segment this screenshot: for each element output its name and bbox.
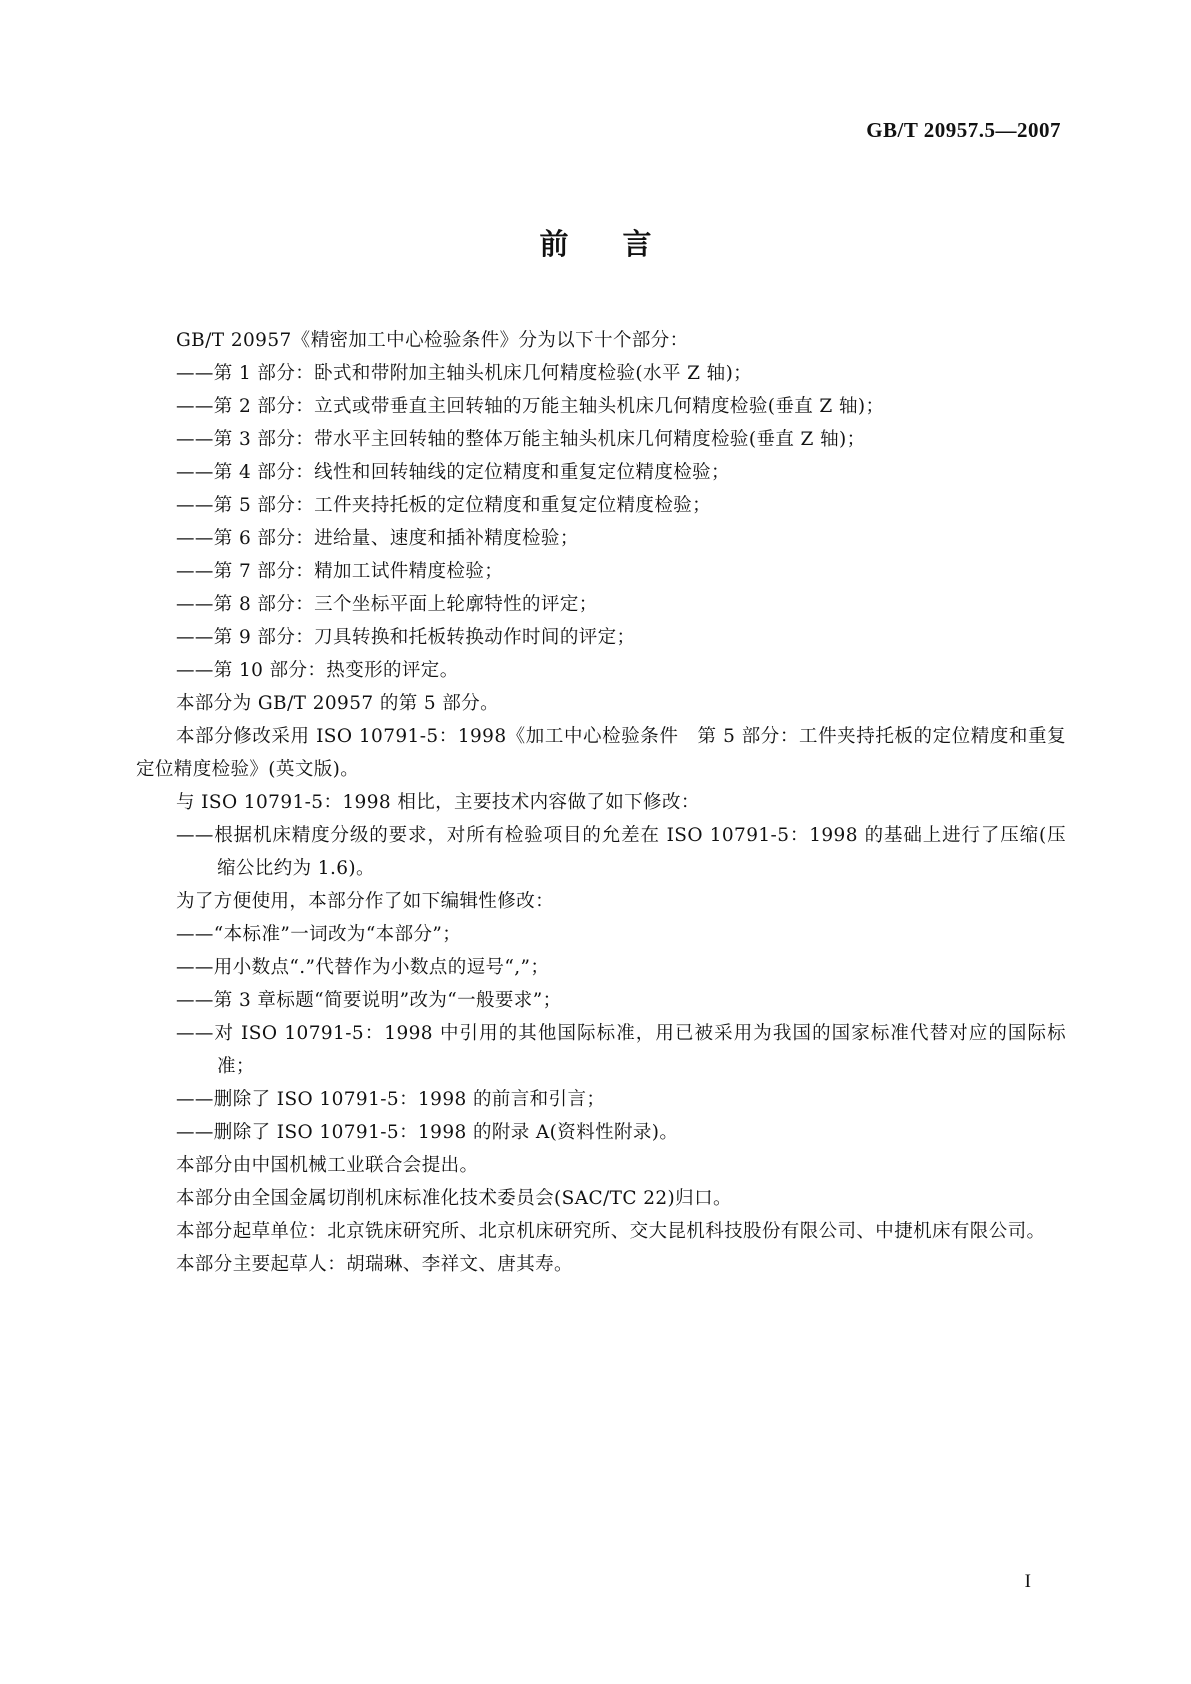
editorial-change-item: ——删除了 ISO 10791-5：1998 的附录 A(资料性附录)。 (176, 1122, 679, 1143)
editorial-change-item: ——删除了 ISO 10791-5：1998 的前言和引言； (176, 1089, 606, 1110)
page-title: 前言 (539, 227, 706, 261)
drafters-paragraph: 本部分主要起草人：胡瑞琳、李祥文、唐其寿。 (176, 1254, 573, 1275)
foreword-body (136, 324, 1066, 1281)
this-part-paragraph: 本部分为 GB/T 20957 的第 5 部分。 (176, 693, 500, 714)
part-list-item: ——第 9 部分：刀具转换和托板转换动作时间的评定； (176, 627, 636, 648)
drafting-units-paragraph: 本部分起草单位：北京铣床研究所、北京机床研究所、交大昆机科技股份有限公司、中捷机床有限公司。 (176, 1221, 1046, 1242)
editorial-change-item: ——对 ISO 10791-5：1998 中引用的其他国际标准，用已被采用为我国的国家标准代替对应的国际标准； (176, 1023, 1066, 1077)
part-list-item: ——第 1 部分：卧式和带附加主轴头机床几何精度检验(水平 Z 轴)； (176, 363, 753, 384)
comparison-intro-paragraph: 与 ISO 10791-5：1998 相比，主要技术内容做了如下修改： (176, 792, 700, 813)
editorial-change-item: ——“本标准”一词改为“本部分”； (176, 924, 462, 945)
technical-change-item: ——根据机床精度分级的要求，对所有检验项目的允差在 ISO 10791-5：1998 的基础上进行了压缩(压缩公比约为 1.6)。 (176, 825, 1066, 879)
editorial-change-item: ——第 3 章标题“简要说明”改为“一般要求”； (176, 990, 562, 1011)
part-list-item: ——第 7 部分：精加工试件精度检验； (176, 561, 504, 582)
standard-number: GB/T 20957.5—2007 (866, 118, 1061, 142)
page-number: I (1024, 1571, 1031, 1592)
part-list-item: ——第 4 部分：线性和回转轴线的定位精度和重复定位精度检验； (176, 462, 730, 483)
proposed-by-paragraph: 本部分由中国机械工业联合会提出。 (176, 1155, 479, 1176)
part-list-item: ——第 10 部分：热变形的评定。 (176, 660, 459, 681)
editorial-change-item: ——用小数点“.”代替作为小数点的逗号“,”； (176, 957, 550, 978)
part-list-item: ——第 2 部分：立式或带垂直主回转轴的万能主轴头机床几何精度检验(垂直 Z 轴)； (176, 396, 885, 417)
intro-paragraph: GB/T 20957《精密加工中心检验条件》分为以下十个部分： (176, 330, 689, 351)
part-list-item: ——第 8 部分：三个坐标平面上轮廓特性的评定； (176, 594, 598, 615)
editorial-intro-paragraph: 为了方便使用，本部分作了如下编辑性修改： (176, 891, 555, 912)
part-list-item: ——第 3 部分：带水平主回转轴的整体万能主轴头机床几何精度检验(垂直 Z 轴)； (176, 429, 866, 450)
centralized-by-paragraph: 本部分由全国金属切削机床标准化技术委员会(SAC/TC 22)归口。 (176, 1188, 732, 1209)
adoption-paragraph: 本部分修改采用 ISO 10791-5：1998《加工中心检验条件 第 5 部分：工件夹持托板的定位精度和重复定位精度检验》(英文版)。 (136, 726, 1066, 780)
part-list-item: ——第 5 部分：工件夹持托板的定位精度和重复定位精度检验； (176, 495, 712, 516)
part-list-item: ——第 6 部分：进给量、速度和插补精度检验； (176, 528, 579, 549)
